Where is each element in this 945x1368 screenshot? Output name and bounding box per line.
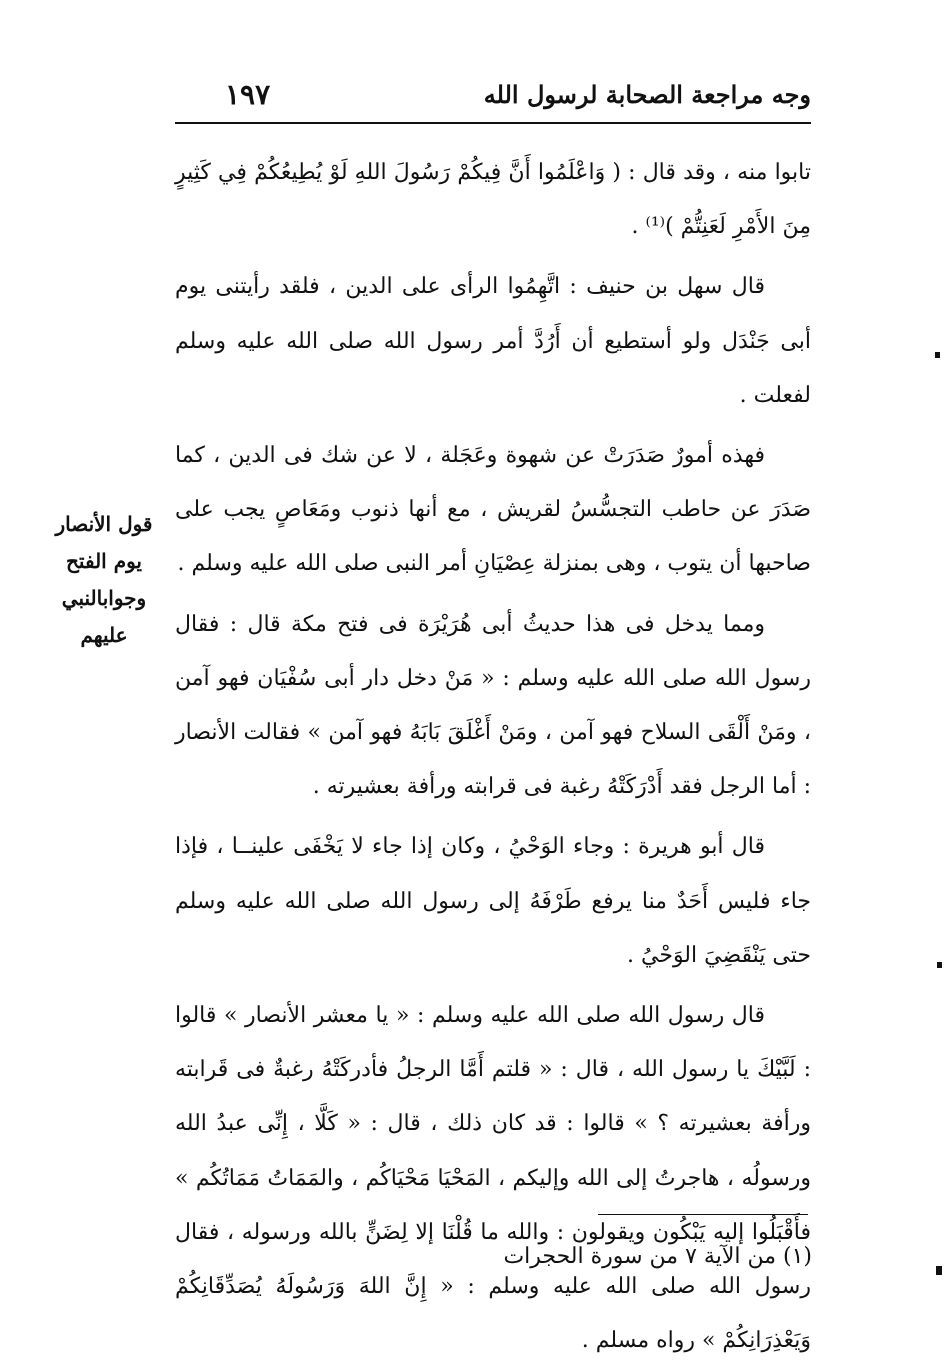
- footnote-divider: [598, 1214, 808, 1215]
- margin-note: [40, 506, 168, 654]
- scan-speck: [936, 1266, 942, 1275]
- paragraph-verse-continuation: تابوا منه ، وقد قال : ( وَاعْلَمُوا أَنَّ فِيكُمْ رَسُولَ اللهِ لَوْ يُطِيعُكُمْ فِي كَثِيرٍ مِنَ الأَمْرِ لَعَنِتُّمْ )⁽¹⁾ .: [175, 160, 811, 240]
- paragraph-revelation: قال أبو هريرة : وجاء الوَحْيُ ، وكان إذا جاء لا يَخْفَى علينــا ، فإذا جاء فليس أَحَدٌ منا يرفع طَرْفَهُ إلى رسول الله صلى الله عليه وسلم حتى يَنْقَضِيَ الوَحْيُ .: [175, 834, 811, 968]
- paragraph-sahl-ibn-hunayf: قال سهل بن حنيف : اتَّهِمُوا الرأى على الدين ، فلقد رأيتنى يوم أبى جَنْدَل ولو أستطيع أن أَرُدَّ أمر رسول الله صلى الله عليه وسلم لفعلت .: [175, 274, 811, 408]
- paragraph-ansar-reply: قال رسول الله صلى الله عليه وسلم : « يا معشر الأنصار » قالوا : لَبَّيْكَ يا رسول الله ، قال : « قلتم أَمَّا الرجلُ فأدركَتْهُ رغبةٌ فى قَرابته ورأفة بعشيرته ؟ » قالوا : قد كان ذلك ، قال : « كَلَّا ، إِنِّى عبدُ الله ورسولُه ، هاجرتُ إلى الله وإليكم ، المَحْيَا مَحْيَاكُم ، والمَمَاتُ مَمَاتُكُم » فأَقْبَلُوا إليه يَبْكُون ويقولون : والله ما قُلْنَا إلا لِضَنٍّ بالله ورسوله ، فقال رسول الله صلى الله عليه وسلم : « إِنَّ اللهَ وَرَسُولَهُ يُصَدِّقَانِكُمْ وَيَعْذِرَانِكُمْ » رواه مسلم .: [175, 1003, 811, 1354]
- scan-speck: [937, 962, 942, 968]
- footnote: (١) من الآية ٧ من سورة الحجرات: [503, 1244, 812, 1269]
- body-text: [175, 146, 811, 1368]
- page-number: ١٩٧: [225, 78, 271, 111]
- running-title: وجه مراجعة الصحابة لرسول الله: [483, 80, 811, 109]
- margin-note-line: يوم الفتح: [66, 549, 142, 573]
- paragraph-abu-hurayra-hadith: ومما يدخل فى هذا حديثُ أبى هُرَيْرَة فى فتح مكة قال : فقال رسول الله صلى الله عليه وسلم : « مَنْ دخل دار أبى سُفْيَان فهو آمن ، ومَنْ أَلْقَى السلاح فهو آمن ، ومَنْ أَغْلَقَ بَابَهُ فهو آمن » فقالت الأنصار : أما الرجل فقد أَدْرَكَتْهُ رغبة فى قرابته ورأفة بعشيرته .: [175, 611, 811, 800]
- page-header: [175, 72, 811, 124]
- paragraph-matters-from-desire: فهذه أمورٌ صَدَرَتْ عن شهوة وعَجَلة ، لا عن شك فى الدين ، كما صَدَرَ عن حاطب التجسُّسُ لقريش ، مع أنها ذنوب ومَعَاصٍ يجب على صاحبها أن يتوب ، وهى بمنزلة عِصْيَانِ أمر النبى صلى الله عليه وسلم .: [175, 443, 811, 577]
- margin-note-line: قول الأنصار: [55, 512, 153, 536]
- margin-note-line: وجوابالنبي: [61, 586, 147, 610]
- margin-note-line: عليهم: [80, 623, 128, 647]
- scan-speck: [935, 352, 940, 358]
